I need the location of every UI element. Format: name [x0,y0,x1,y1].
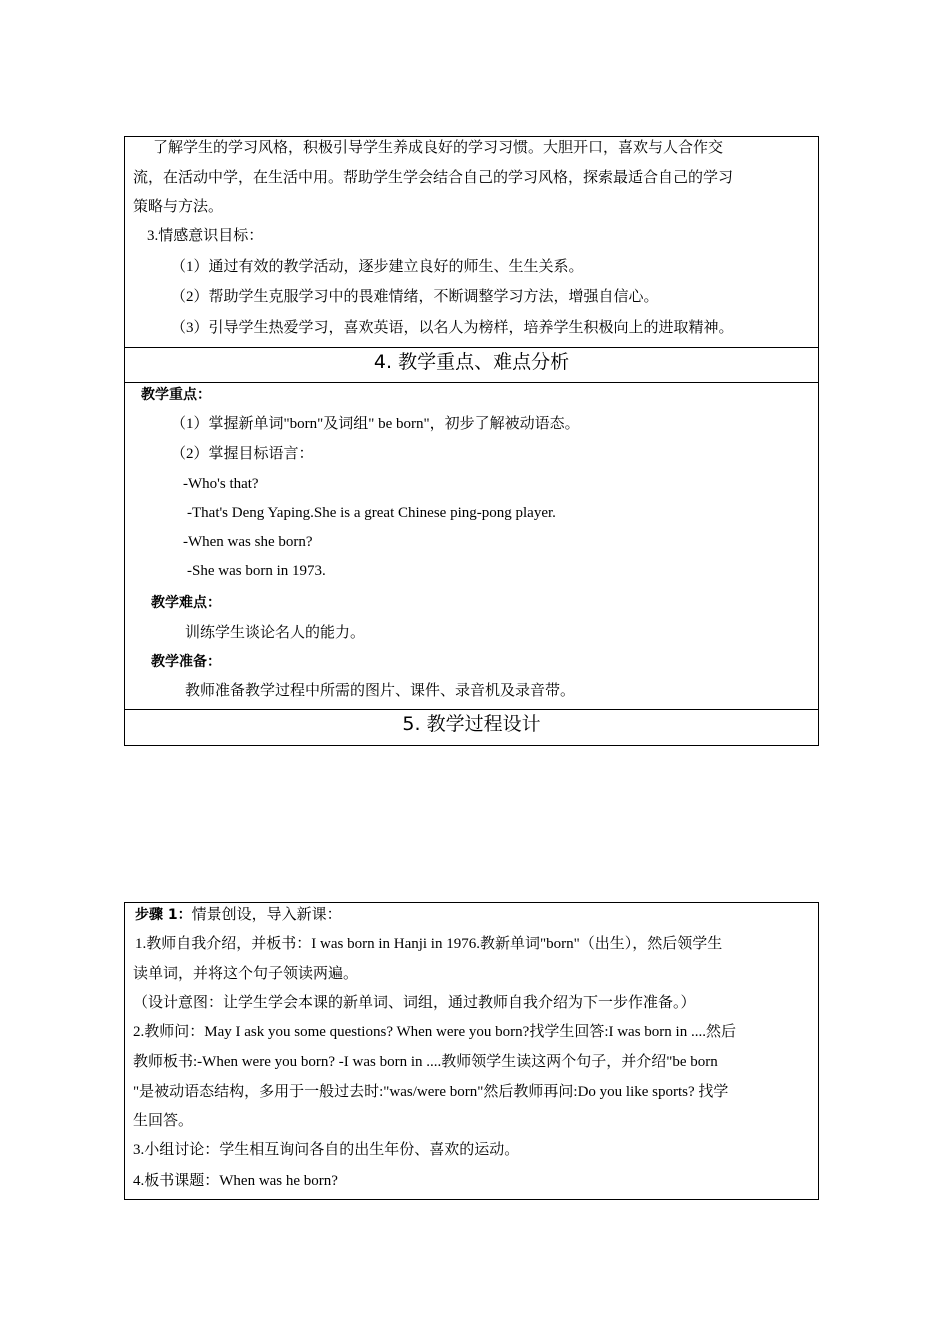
dialogue-line: -Who's that? [183,476,259,492]
teaching-step-1-table [124,902,819,1200]
key-point-item: （1）掌握新单词"born"及词组" be born"，初步了解被动语态。 [171,416,580,432]
step-1-header [135,905,342,925]
emotion-goal-item: （3）引导学生热爱学习，喜欢英语，以名人为榜样，培养学生积极向上的进取精神。 [171,320,734,336]
step-1-label: 步骤 1： [135,907,192,923]
learning-style-line-3: 策略与方法。 [133,199,224,215]
table-divider [125,382,818,383]
emotion-goal-item: （1）通过有效的教学活动，逐步建立良好的师生、生生关系。 [171,259,584,275]
step-1-line: 教师板书:-When were you born? -I was born in ....教师领学生读这两个句子，并介绍"be born [133,1054,718,1070]
learning-style-line-2: 流，在活动中学，在生活中用。帮助学生学会结合自己的学习风格，探索最适合自己的学习 [133,170,734,186]
dialogue-line: -That's Deng Yaping.She is a great Chinese ping-pong player. [187,505,556,521]
learning-style-line-1: 了解学生的学习风格，积极引导学生养成良好的学习习惯。大胆开口，喜欢与人合作交 [153,140,724,156]
key-points-title: 教学重点： [141,387,211,403]
step-1-line: 2.教师问：May I ask you some questions? When were you born?找学生回答:I was born in ....然后 [133,1024,736,1040]
preparation-title: 教学准备： [151,654,221,670]
step-1-line: 读单词，并将这个句子领读两遍。 [133,966,359,982]
step-1-line: 生回答。 [133,1113,194,1129]
dialogue-line: -She was born in 1973. [187,563,326,579]
emotion-goal-item: （2）帮助学生克服学习中的畏难情绪，不断调整学习方法，增强自信心。 [171,289,659,305]
step-1-line: （设计意图：让学生学会本课的新单词、词组，通过教师自我介绍为下一步作准备。） [133,995,696,1011]
step-1-line: 3.小组讨论：学生相互询问各自的出生年份、喜欢的运动。 [133,1142,520,1158]
difficulty-text: 训练学生谈论名人的能力。 [185,625,366,641]
table-divider [125,709,818,710]
emotion-goal-title: 3.情感意识目标： [147,228,264,244]
difficulty-title: 教学难点： [151,595,221,611]
lesson-plan-table [124,136,819,746]
section-5-heading: 5. 教学过程设计 [402,713,541,735]
section-4-heading: 4. 教学重点、难点分析 [373,351,570,373]
step-1-title: 情景创设，导入新课： [191,907,342,923]
preparation-text: 教师准备教学过程中所需的图片、课件、录音机及录音带。 [185,683,576,699]
step-1-line: 1.教师自我介绍，并板书：I was born in Hanji in 1976.教新单词"born"（出生），然后领学生 [135,936,723,952]
key-point-item: （2）掌握目标语言： [171,446,314,462]
dialogue-line: -When was she born? [183,534,313,550]
step-1-line: 4.板书课题：When was he born? [133,1173,338,1189]
step-1-line: "是被动语态结构，多用于一般过去时:"was/were born"然后教师再问:Do you like sports? 找学 [133,1084,729,1100]
table-divider [125,347,818,348]
